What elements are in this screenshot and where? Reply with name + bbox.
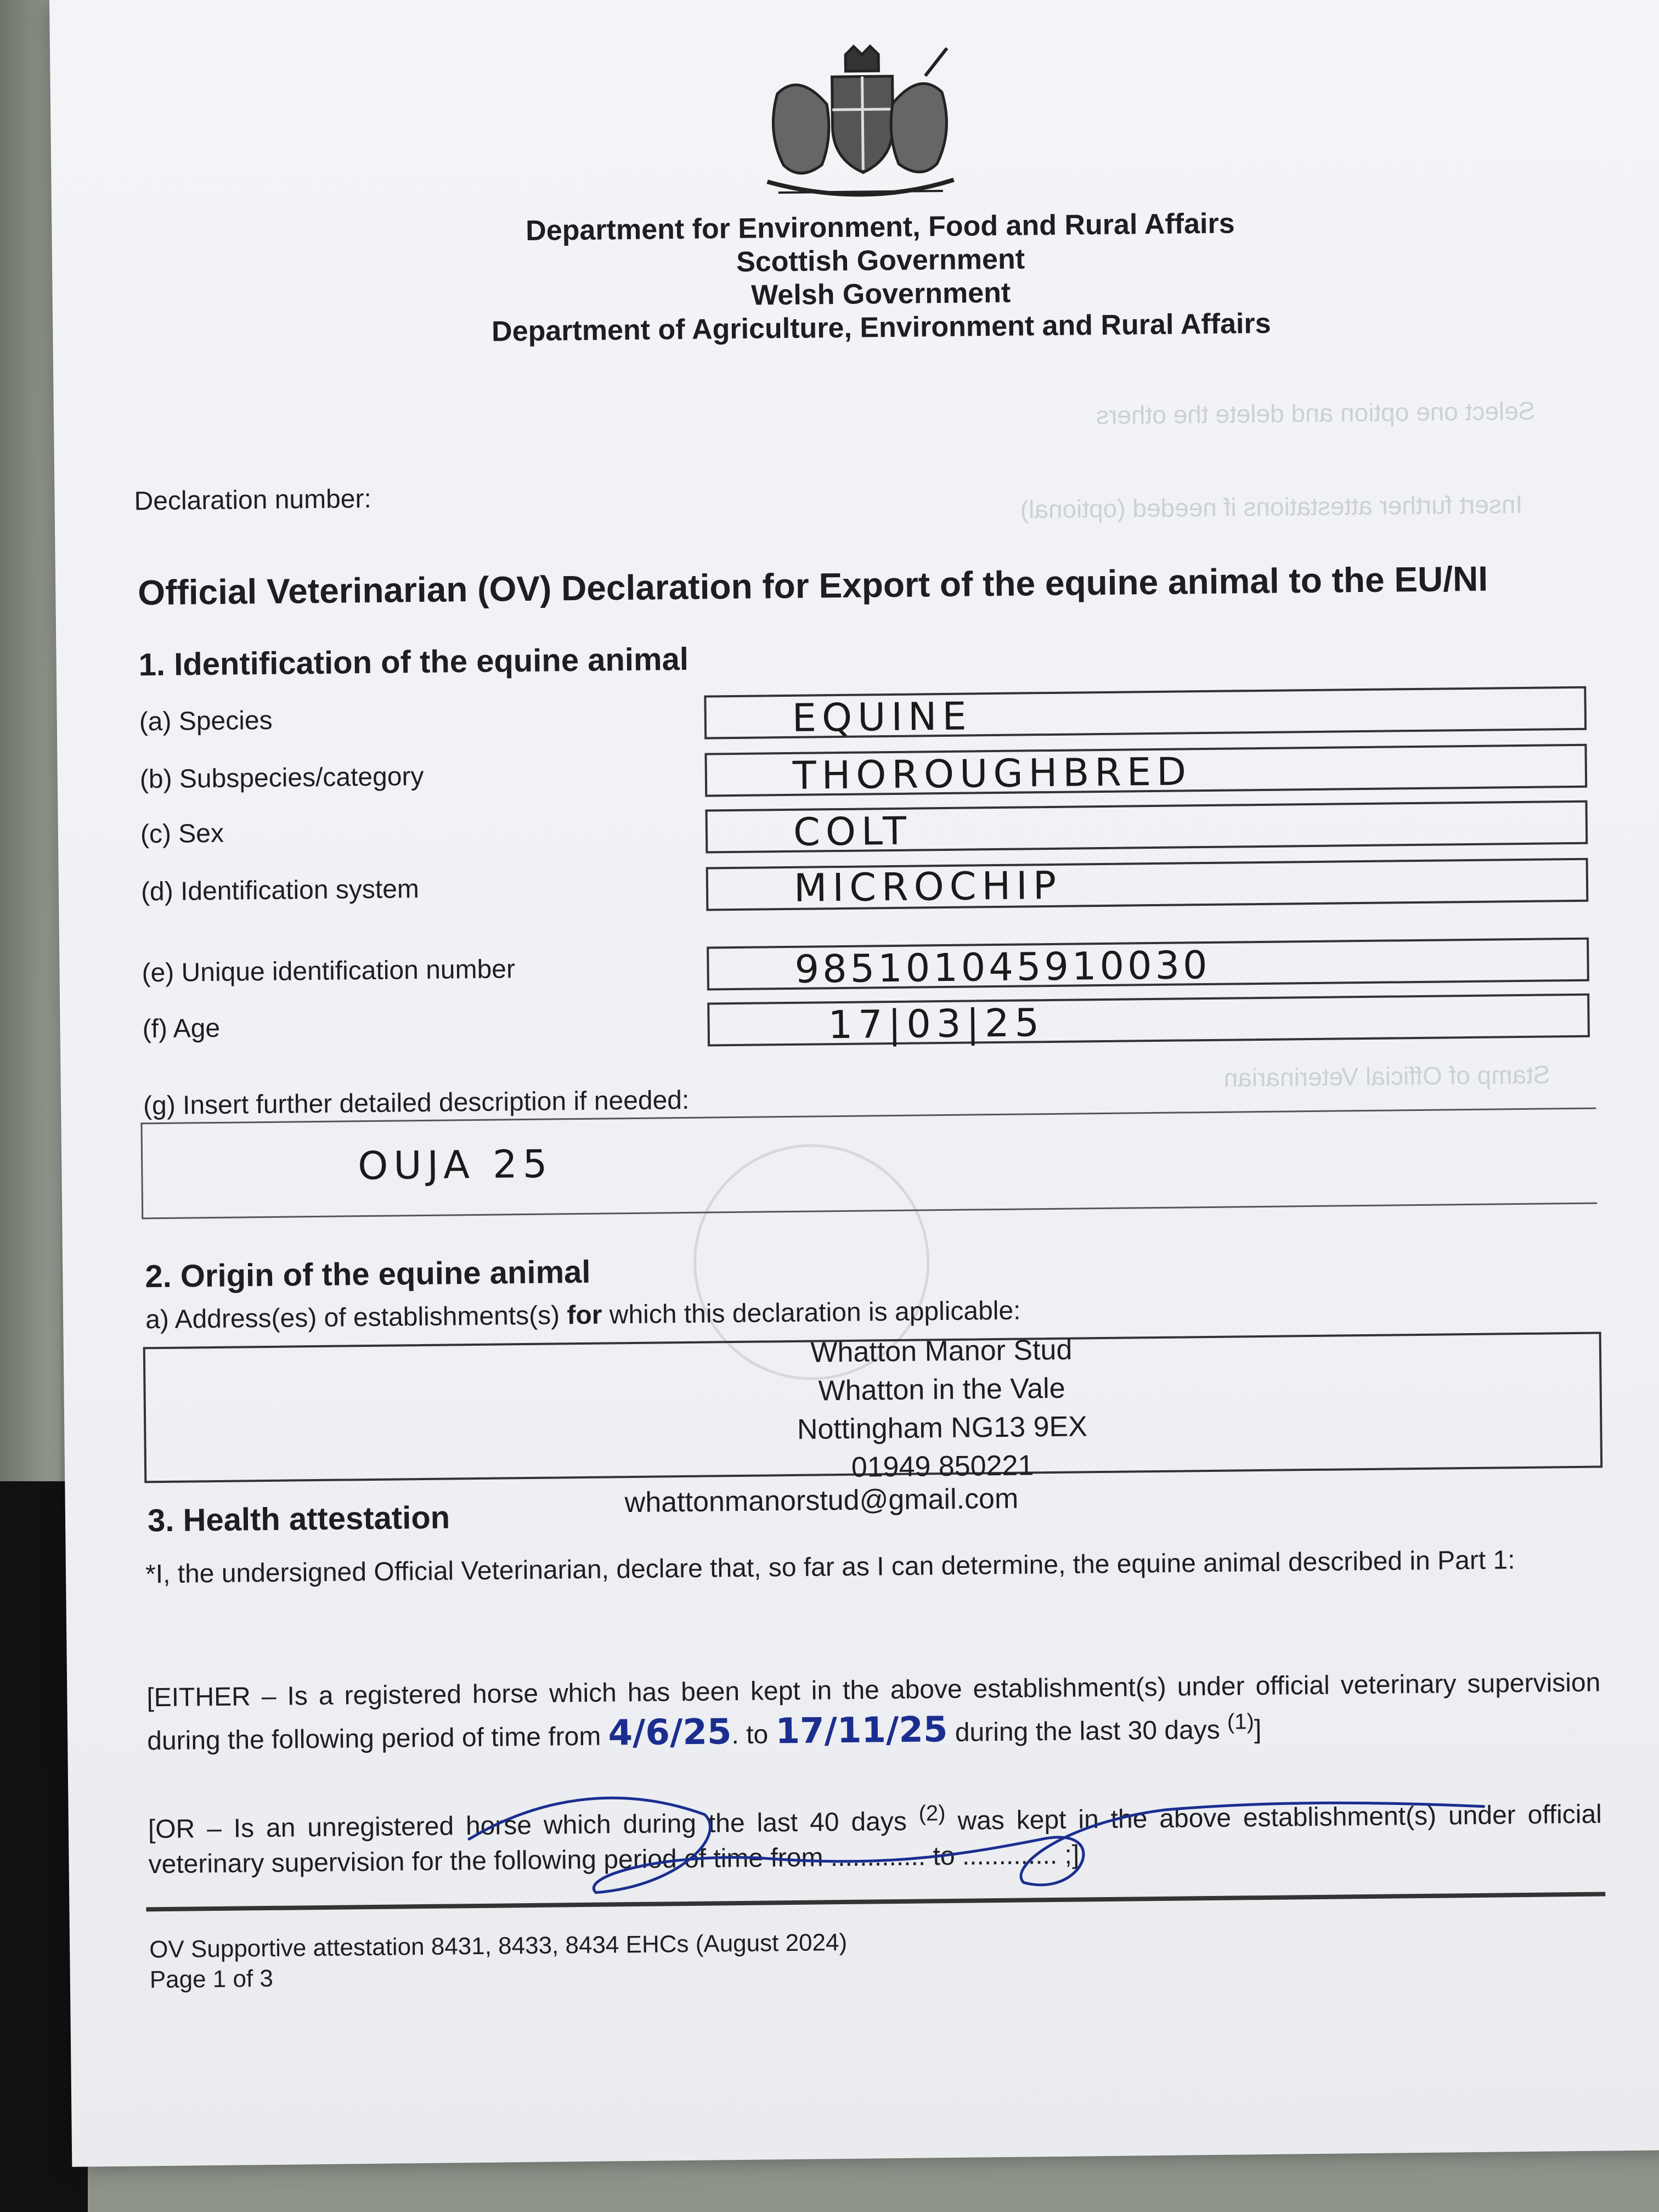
page-footer [149, 1927, 848, 1995]
header-line: Scottish Government [736, 243, 1025, 278]
address-line: 01949 850221 [851, 1449, 1034, 1483]
subspecies-label: (b) Subspecies/category [139, 761, 424, 794]
address-line: Whatton Manor Stud [810, 1334, 1073, 1369]
section-3-heading: 3. Health attestation [147, 1499, 450, 1539]
show-through-text: Select one option and delete the others [1096, 396, 1536, 430]
subspecies-value: THOROUGHBRED [792, 749, 1192, 798]
either-clause: [EITHER – Is a registered horse which has been kept in the above establishment(s) under official veterinary supervision during the following period of time from 4/6/25. to 17/11/25 during the last 30 days $^{(1)}$] [146, 1668, 1601, 1756]
header-line: Welsh Government [751, 276, 1011, 312]
either-to-date: 17/11/25 [775, 1709, 948, 1752]
further-description-value: OUJA 25 [357, 1141, 553, 1189]
address-email: whattonmanorstud@gmail.com [624, 1482, 1019, 1519]
identification-system-label: (d) Identification system [140, 874, 420, 907]
species-value: EQUINE [792, 693, 973, 741]
section-2-heading: 2. Origin of the equine animal [145, 1254, 591, 1295]
header-line: Department for Environment, Food and Rural Affairs [525, 207, 1235, 247]
footer-attestation-ref: OV Supportive attestation 8431, 8433, 8434 EHCs (August 2024) [149, 1928, 848, 1963]
age-label: (f) Age [142, 1013, 221, 1044]
unique-id-value: 985101045910030 [794, 942, 1211, 992]
royal-coat-of-arms-icon [744, 42, 976, 209]
sex-value: COLT [793, 808, 912, 855]
unique-id-label: (e) Unique identification number [142, 955, 516, 988]
address-line: Nottingham NG13 9EX [797, 1410, 1088, 1446]
declaration-page [49, 0, 1659, 2167]
address-subheading: a) Address(es) of establishments(s) for which this declaration is applicable: [145, 1296, 1021, 1335]
strike-through-mark [452, 1768, 1496, 1911]
or-clause: [OR – Is an unregistered horse which during the last 40 days $^{(2)}$ was kept in the above establishment(s) under official veterinary supervision for the following period of time from ............. to ............. ;] [148, 1799, 1602, 1880]
page-title: Official Veterinarian (OV) Declaration for Export of the equine animal to the EU/NI [137, 558, 1488, 613]
either-from-date: 4/6/25 [608, 1712, 732, 1754]
identification-system-value: MICROCHIP [793, 862, 1062, 911]
page-number: Page 1 of 3 [149, 1965, 274, 1994]
attestation-intro: *I, the undersigned Official Veterinarian, declare that, so far as I can determine, the equine animal described in Part 1: [145, 1545, 1515, 1589]
address-line: Whatton in the Vale [818, 1372, 1065, 1407]
declaration-number-label: Declaration number: [134, 484, 372, 516]
department-header [52, 202, 1659, 353]
species-label: (a) Species [139, 706, 273, 737]
sex-label: (c) Sex [140, 819, 224, 849]
further-description-label: (g) Insert further detailed description if needed: [143, 1085, 690, 1121]
header-line: Department of Agriculture, Environment and Rural Affairs [491, 307, 1271, 348]
section-1-heading: 1. Identification of the equine animal [138, 641, 689, 683]
age-value: 17|03|25 [828, 1000, 1045, 1048]
show-through-text: Insert further attestations if needed (optional) [1020, 489, 1523, 524]
show-through-text: Stamp of Official Veterinarian [1223, 1060, 1550, 1092]
address-stamp [656, 1329, 1228, 1489]
